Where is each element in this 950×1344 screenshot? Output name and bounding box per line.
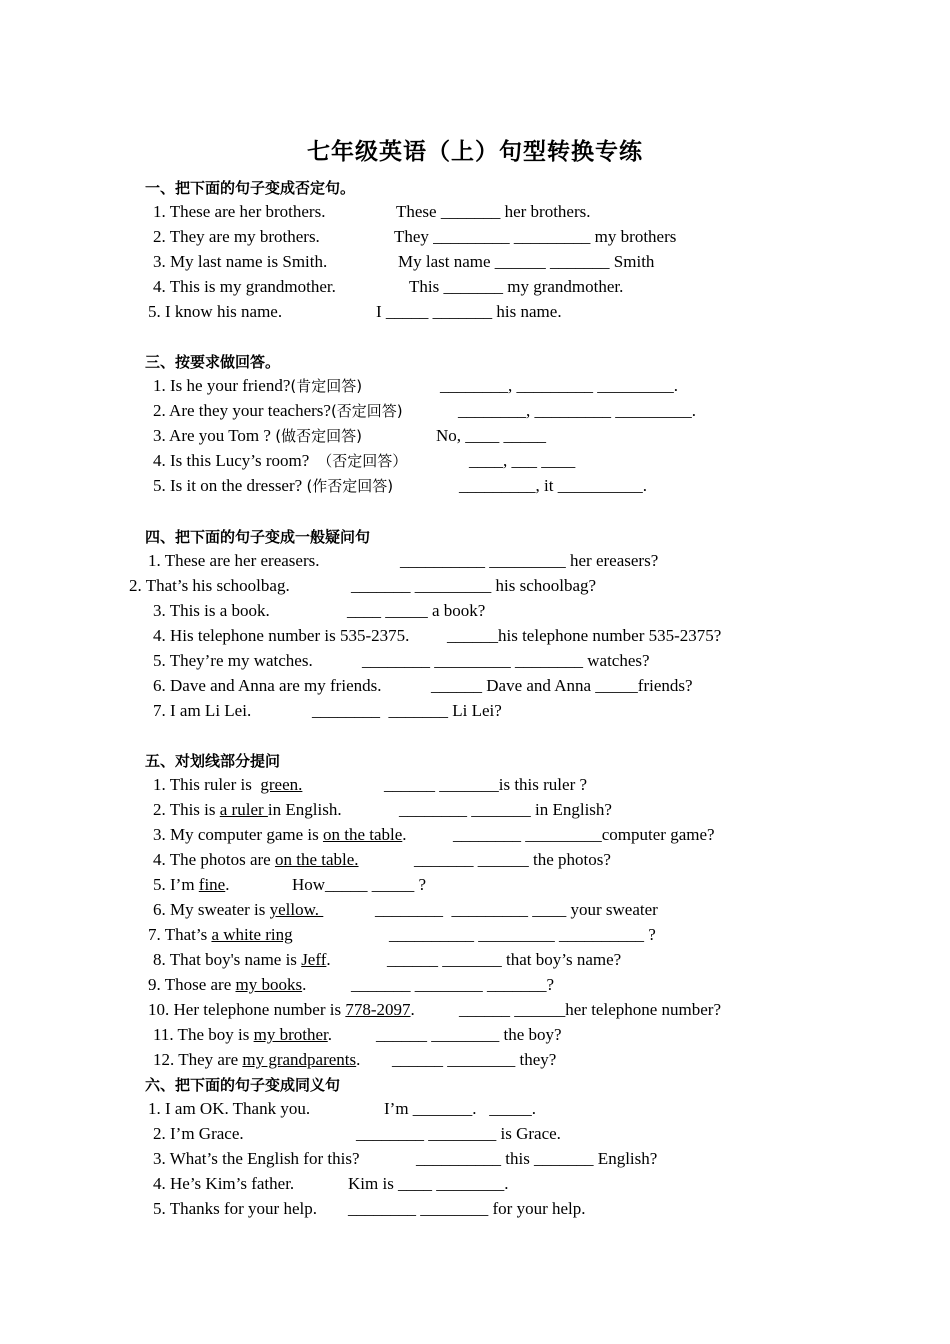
question-text: 10. Her telephone number is [148,1000,346,1019]
question-text: 12. They are [153,1050,243,1069]
section-heading-answers: 三、按要求做回答。 [145,353,281,371]
answer-text: _______ ________ _______? [351,975,555,994]
instruction-note: (做否定回答) [275,427,362,445]
instruction-note: （否定回答） [317,452,408,470]
question-text: 2. Are they your teachers? [153,401,331,420]
answer-text: __________ _________ her ereasers? [400,551,659,570]
underlined-part: my brother [253,1025,328,1044]
answer-text: ________ ________ for your help. [348,1199,586,1218]
question-text: 2. This is [153,800,220,819]
question-text: 3. What’s the English for this? [153,1149,360,1168]
section-heading-questions: 四、把下面的句子变成一般疑问句 [145,528,371,546]
answer-text: Kim is ____ ________. [348,1174,509,1193]
answer-text: ________ _________ ____ your sweater [375,900,658,919]
underlined-part: a white ring [211,925,293,944]
question-text: 4. He’s Kim’s father. [153,1174,295,1193]
answer-text: ______ _______ that boy’s name? [387,950,622,969]
instruction-note: (否定回答) [330,402,403,420]
question-text: 6. Dave and Anna are my friends. [153,676,382,695]
answer-text: ____ _____ a book? [347,601,486,620]
answer-text: ____, ___ ____ [469,451,576,470]
question-text-end: in English. [267,800,342,819]
answer-text: ________ ________ is Grace. [356,1124,561,1143]
answer-text: ______his telephone number 535-2375? [447,626,722,645]
question-text: 1. I am OK. Thank you. [148,1099,311,1118]
question-text: 6. My sweater is [153,900,270,919]
question-text: 8. That boy's name is [153,950,302,969]
question-text: 4. Is this Lucy’s room? [153,451,310,470]
question-text: 4. His telephone number is 535-2375. [153,626,410,645]
section-heading-ask-underlined: 五、对划线部分提问 [145,752,281,770]
answer-text: These _______ her brothers. [396,202,591,221]
underlined-part: my books [235,975,303,994]
answer-text: I _____ _______ his name. [376,302,562,321]
question-text: 2. That’s his schoolbag. [129,576,290,595]
question-text: 7. I am Li Lei. [153,701,252,720]
answer-text: _________, it __________. [459,476,647,495]
question-text: 5. Thanks for your help. [153,1199,317,1218]
question-text: 9. Those are [148,975,236,994]
question-text-end: . [327,1025,332,1044]
answer-text: __________ this _______ English? [416,1149,658,1168]
question-text: 2. They are my brothers. [153,227,320,246]
underlined-part: on the table [322,825,403,844]
question-text: 4. This is my grandmother. [153,277,336,296]
underlined-part: 778-2097 [345,1000,411,1019]
answer-text: ______ Dave and Anna _____friends? [431,676,693,695]
question-text: 1. These are her ereasers. [148,551,320,570]
answer-text: ______ ________ the boy? [376,1025,562,1044]
underlined-part: my grandparents [242,1050,357,1069]
answer-text: ________ _________computer game? [453,825,715,844]
answer-text: ________ _______ Li Lei? [312,701,502,720]
question-text: 2. I’m Grace. [153,1124,244,1143]
page-title: 七年级英语（上）句型转换专练 [307,139,643,165]
question-text-end: . [225,875,230,894]
answer-text: ______ ________ they? [392,1050,557,1069]
underlined-part: fine [198,875,226,894]
question-text: 3. Are you Tom ? [153,426,276,445]
question-text: 5. Is it on the dresser? [153,476,307,495]
answer-text: My last name ______ _______ Smith [398,252,655,271]
section-heading-synonymous: 六、把下面的句子变成同义句 [145,1076,341,1094]
underlined-part: on the table. [274,850,359,869]
question-text: 1. This ruler is [153,775,261,794]
instruction-note: (肯定回答) [290,377,363,395]
question-text: 3. My computer game is [153,825,323,844]
answer-text: ______ _______is this ruler ? [384,775,588,794]
question-text-end: . [410,1000,415,1019]
answer-text: I’m _______. _____. [384,1099,537,1118]
question-text-end: . [356,1050,361,1069]
question-text-end: . [326,950,331,969]
question-text: 5. I know his name. [148,302,283,321]
question-text-end: . [402,825,407,844]
question-text: 1. These are her brothers. [153,202,326,221]
answer-text: __________ _________ __________ ? [389,925,656,944]
question-text: 11. The boy is [153,1025,254,1044]
section-heading-negative: 一、把下面的句子变成否定句。 [145,179,356,197]
underlined-part: yellow. [269,900,324,919]
underlined-part: green. [260,775,303,794]
answer-text: ________, _________ _________. [458,401,696,420]
question-text: 4. The photos are [153,850,275,869]
answer-text: This _______ my grandmother. [409,277,624,296]
underlined-part: Jeff [301,950,327,969]
underlined-part: a ruler [219,800,268,819]
question-text: 7. That’s [148,925,212,944]
answer-text: _______ _________ his schoolbag? [351,576,597,595]
answer-text: ______ ______her telephone number? [459,1000,722,1019]
answer-text: ________, _________ _________. [440,376,678,395]
answer-text: They _________ _________ my brothers [394,227,677,246]
answer-text: _______ ______ the photos? [414,850,611,869]
question-text: 5. I’m [153,875,199,894]
answer-text: No, ____ _____ [436,426,547,445]
question-text: 5. They’re my watches. [153,651,313,670]
question-text: 3. My last name is Smith. [153,252,328,271]
instruction-note: (作否定回答) [306,477,394,495]
answer-text: ________ _______ in English? [399,800,612,819]
answer-text: How_____ _____ ? [292,875,427,894]
answer-text: ________ _________ ________ watches? [362,651,650,670]
question-text: 3. This is a book. [153,601,270,620]
question-text-end: . [302,975,307,994]
question-text: 1. Is he your friend? [153,376,291,395]
